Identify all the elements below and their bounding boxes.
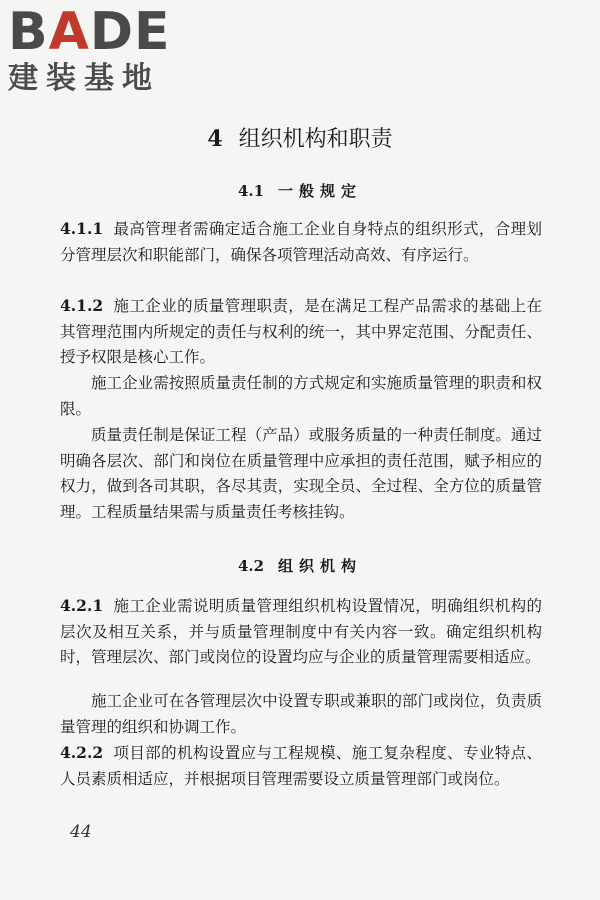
chapter-name: 组织机构和职责 (238, 127, 393, 152)
body-paragraph: 质量责任制是保证工程（产品）或服务质量的一种责任制度。通过明确各层次、部门和岗位在质量管理中应承担的责任范围，赋予相应的权力，做到各司其职，各尽其责，实现全员、全过程、全方位的质量管理。工程质量结果需与质量责任考核挂钩。 (60, 426, 542, 521)
logo-text-cn: 建装基地 (8, 61, 160, 96)
section-heading: 4.1 一般规定 (237, 182, 363, 200)
clause-paragraph: 4.2.2 项目部的机构设置应与工程规模、施工复杂程度、专业特点、人员素质相适应，并根据项目管理需要设立质量管理部门或岗位。 (60, 743, 542, 788)
page-number: 44 (70, 822, 92, 842)
clause-paragraph: 4.2.1 施工企业需说明质量管理组织机构设置情况，明确组织机构的层次及相互关系，并与质量管理制度中有关内容一致。确定组织机构时，管理层次、部门或岗位的设置均应与企业的质量管理需要相适应。 (60, 596, 542, 666)
logo-text-en: BADE (8, 2, 171, 62)
clause-number: 4.1.1 (60, 219, 104, 238)
body-paragraph: 施工企业可在各管理层次中设置专职或兼职的部门或岗位，负责质量管理的组织和协调工作。 (60, 692, 542, 736)
clause-number: 4.2.2 (60, 743, 104, 762)
body-paragraph: 施工企业需按照质量责任制的方式规定和实施质量管理的职责和权限。 (60, 374, 542, 418)
clause-paragraph: 4.1.1 最高管理者需确定适合施工企业自身特点的组织形式，合理划分管理层次和职能部门，确保各项管理活动高效、有序运行。 (60, 219, 542, 264)
chapter-number: 4 (207, 126, 223, 152)
clause-number: 4.1.2 (60, 296, 104, 315)
logo (8, 4, 171, 96)
clause-paragraph: 4.1.2 施工企业的质量管理职责，是在满足工程产品需求的基础上在其管理范围内所规定的责任与权利的统一，其中界定范围、分配责任、授予权限是核心工作。 (60, 296, 542, 366)
chapter-title (0, 122, 600, 153)
clause-number: 4.2.1 (60, 596, 104, 615)
section-heading: 4.2 组织机构 (237, 557, 363, 575)
